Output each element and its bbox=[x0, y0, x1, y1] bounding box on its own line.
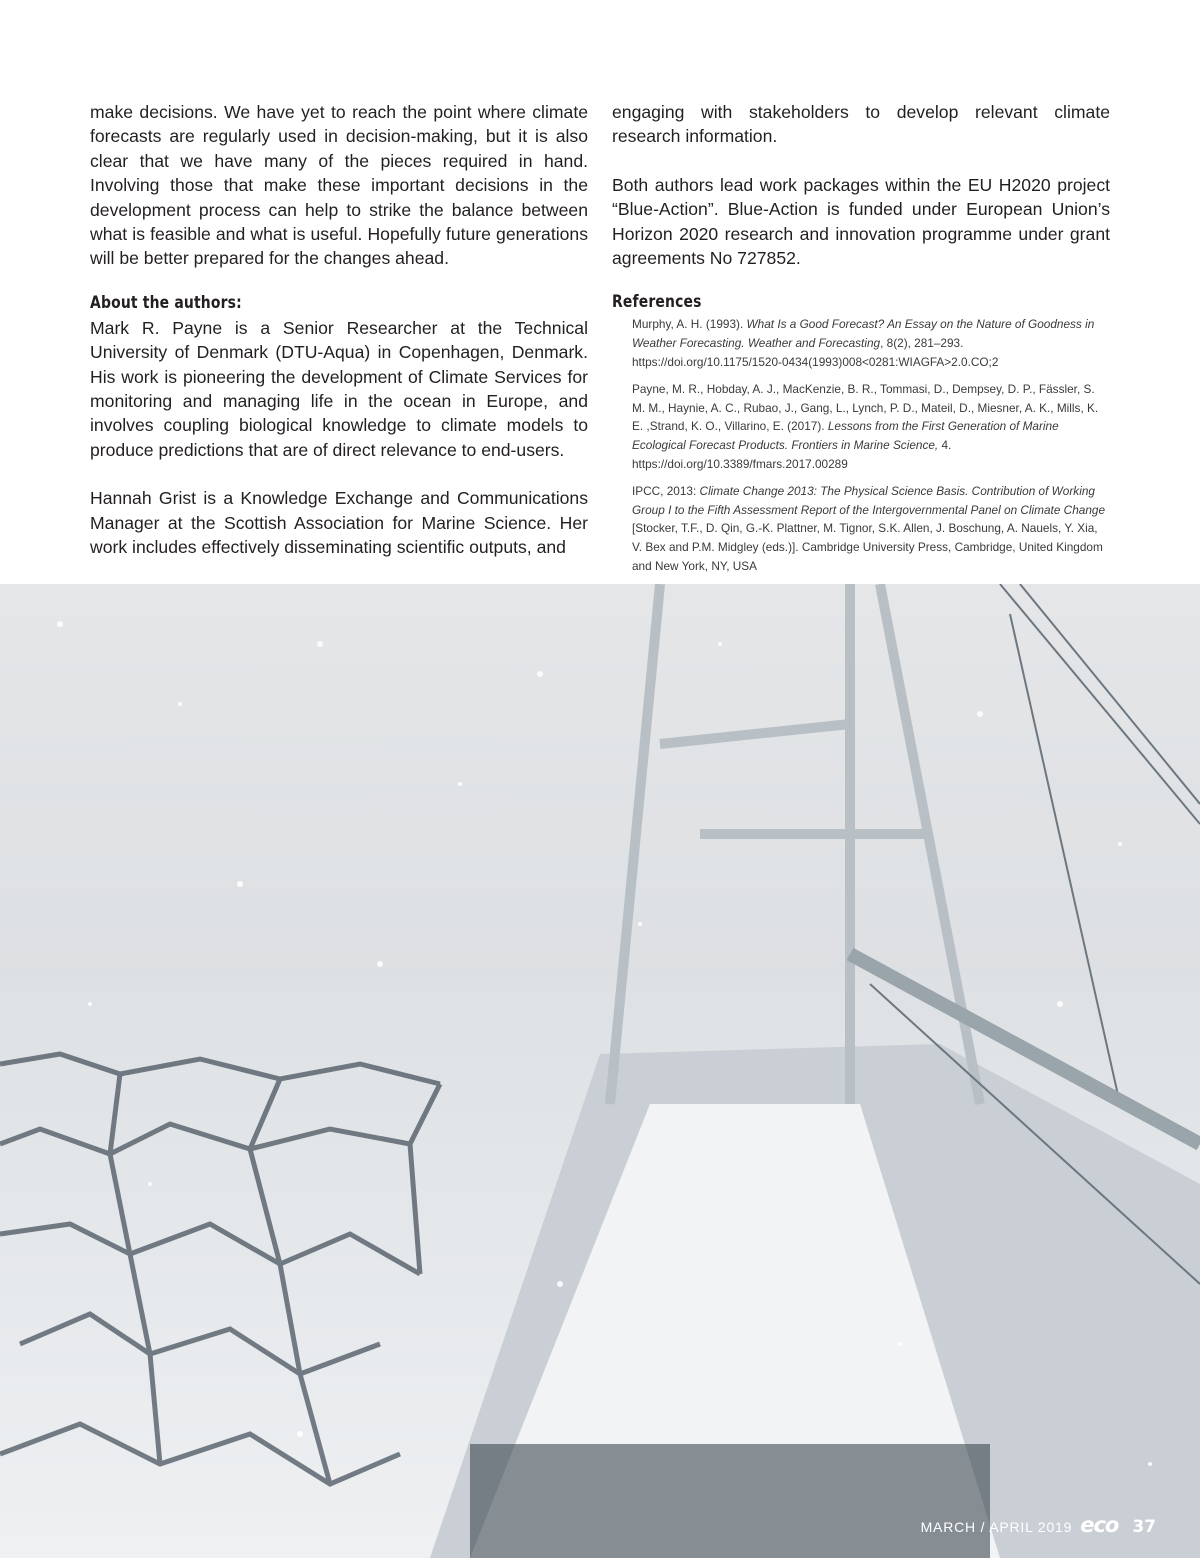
funding-paragraph: Both authors lead work packages within the EU H2020 project “Blue-Action”. Blue-Action is funded under European Union’s Horizon 2020 research and innovation programme under grant agreements No 727852. bbox=[612, 174, 1110, 269]
reference-item: Payne, M. R., Hobday, A. J., MacKenzie, B. R., Tommasi, D., Dempsey, D. P., Fässler, S. M. M., Haynie, A. C., Rubao, J., Gang, L., Lynch, P. D., Mateil, D., Miesner, A. K., Mills, K. E. ,Strand, K. O., Villarino, E. (2017). Lessons from the First Generation of Marine Ecological Forecast Products. Frontiers in Marine Science, 4. https://doi.org/10.3389/fmars.2017.00289 bbox=[632, 382, 1099, 471]
intro-paragraph: make decisions. We have yet to reach the point where climate forecasts are regularly used in decision-making, but it is also clear that we have many of the pieces required in hand. Involving those that make these important decisions in the development process can help to strike the balance between what is feasible and what is useful. Hopefully future generations will be better prepared for the changes ahead. bbox=[90, 102, 588, 269]
references-list bbox=[632, 315, 1110, 575]
magazine-logo: eco bbox=[1080, 1513, 1119, 1537]
references-heading: References bbox=[612, 292, 702, 313]
right-column bbox=[612, 100, 1110, 584]
author-bio-grist: Hannah Grist is a Knowledge Exchange and Communications Manager at the Scottish Association for Marine Science. Her work includes effectively disseminating scientific outputs, and bbox=[90, 488, 588, 558]
reference-item: Murphy, A. H. (1993). What Is a Good Forecast? An Essay on the Nature of Goodness in Weather Forecasting. Weather and Forecasting, 8(2), 281–293. https://doi.org/10.1175/1520-0434(1993)008<0281:WIAGFA>2.0.CO;2 bbox=[632, 317, 1095, 369]
reference-item: IPCC, 2013: Climate Change 2013: The Physical Science Basis. Contribution of Working Group I to the Fifth Assessment Report of the Intergovernmental Panel on Climate Change [Stocker, T.F., D. Qin, G.-K. Plattner, M. Tignor, S.K. Allen, J. Boschung, A. Nauels, Y. Xia, V. Bex and P.M. Midgley (eds.)]. Cambridge University Press, Cambridge, United Kingdom and New York, NY, USA bbox=[632, 484, 1105, 573]
ship-in-sea-ice-photo bbox=[0, 584, 1200, 1558]
author-bio-payne: Mark R. Payne is a Senior Researcher at the Technical University of Denmark (DTU-Aqua) in Copenhagen, Denmark. His work is pioneering the development of Climate Services for monitoring and managing life in the ocean in Europe, and involves coupling biological knowledge to climate models to produce predictions that are of direct relevance to end-users. bbox=[90, 317, 588, 460]
page-footer bbox=[921, 1513, 1156, 1537]
issue-date: MARCH / APRIL 2019 bbox=[920, 1519, 1073, 1535]
deck-hatch bbox=[470, 1444, 990, 1558]
continuation-paragraph: engaging with stakeholders to develop relevant climate research information. bbox=[612, 102, 1110, 147]
authors-heading: About the authors: bbox=[90, 292, 242, 313]
page-number: 37 bbox=[1132, 1517, 1156, 1537]
left-column bbox=[90, 100, 588, 560]
